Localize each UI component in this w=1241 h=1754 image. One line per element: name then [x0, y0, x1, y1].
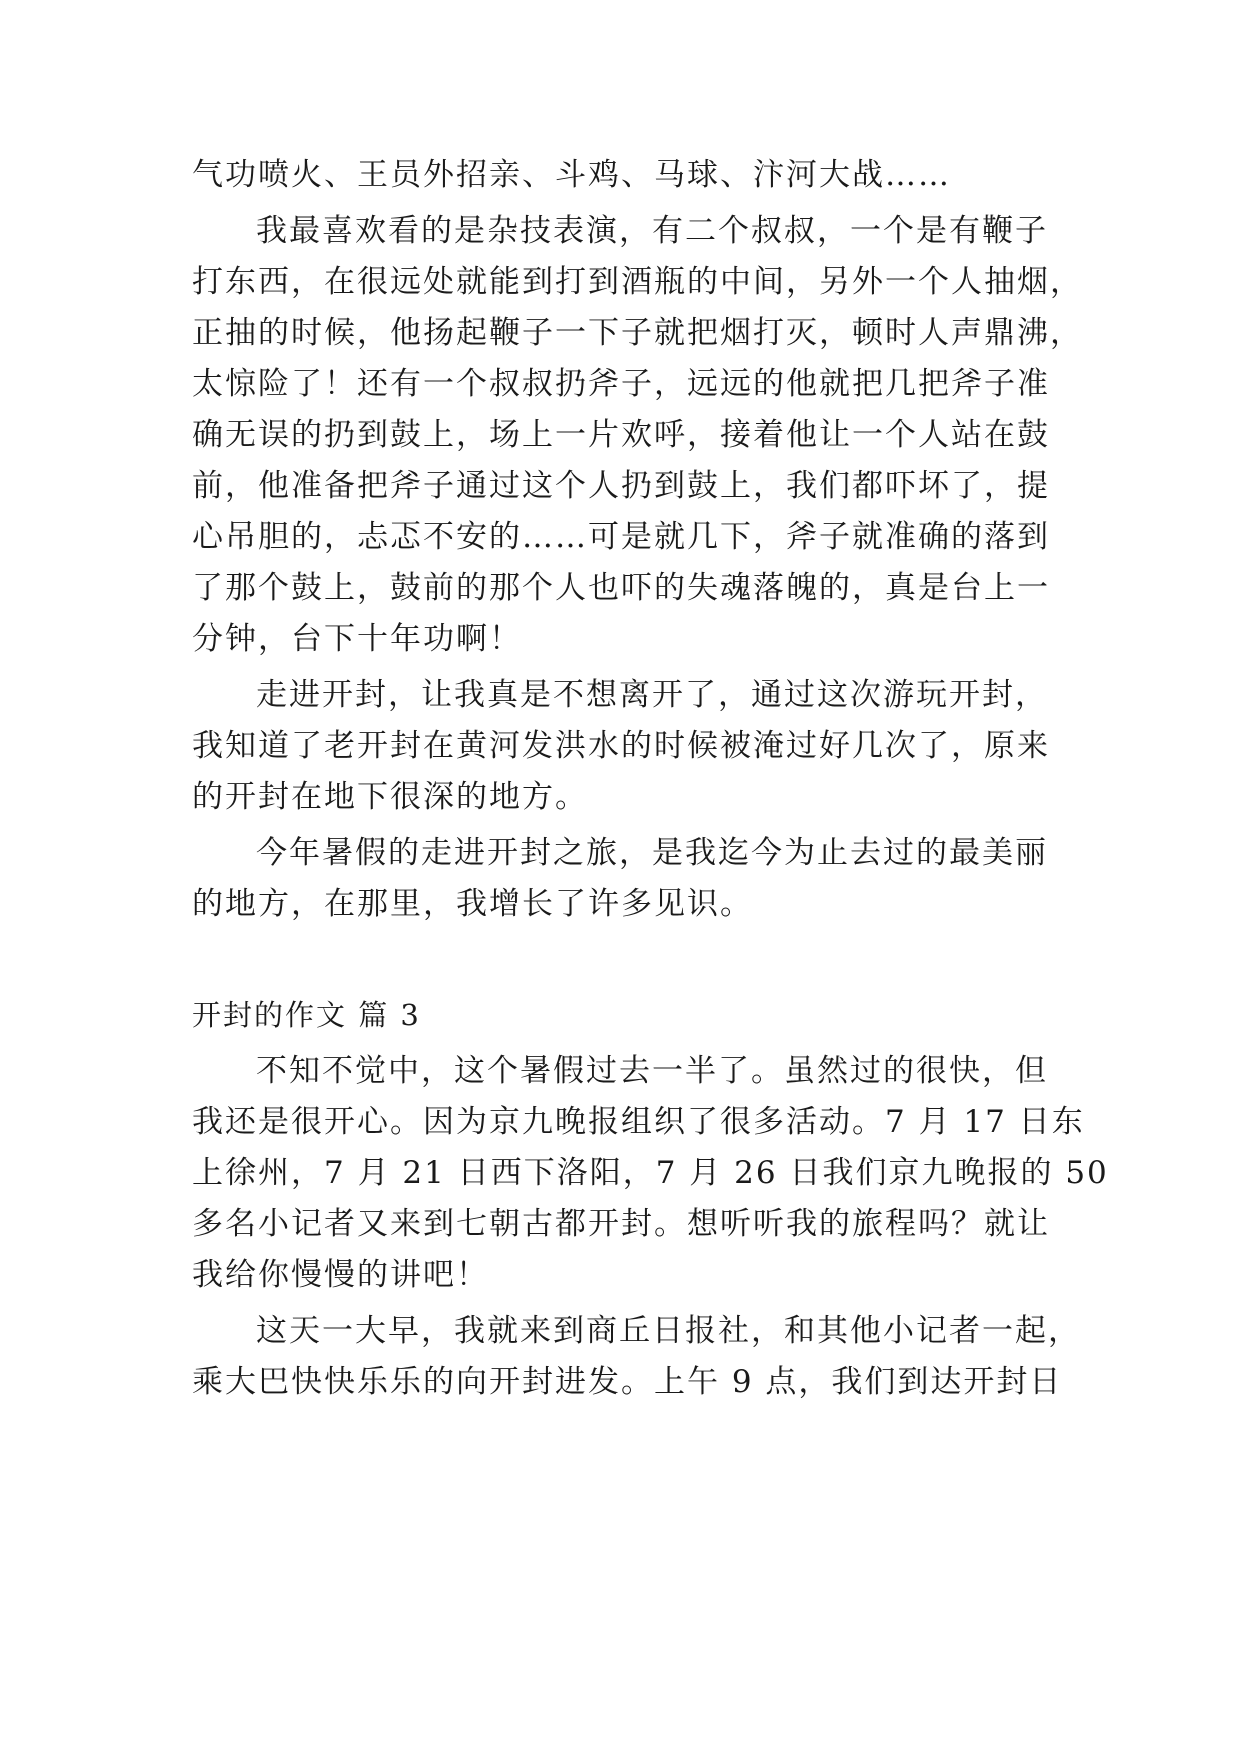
paragraph	[192, 828, 1052, 930]
paragraph	[192, 1306, 1081, 1408]
paragraph	[192, 670, 1052, 823]
paragraph	[192, 1046, 1109, 1301]
text-line: 的地方，在那里，我增长了许多见识。	[192, 886, 753, 922]
text-line: 我给你慢慢的讲吧！	[192, 1257, 489, 1293]
text-line: 不知不觉中，这个暑假过去一半了。虽然过的很快，但	[256, 1053, 1048, 1089]
text-line: 心吊胆的，忐忑不安的……可是就几下，斧子就准确的落到	[192, 519, 1050, 555]
text-line: 气功喷火、王员外招亲、斗鸡、马球、汴河大战……	[192, 157, 951, 193]
text-line: 正抽的时候，他扬起鞭子一下子就把烟打灭，顿时人声鼎沸，	[192, 315, 1083, 351]
text-line: 我还是很开心。因为京九晚报组织了很多活动。7 月 17 日东	[192, 1104, 1085, 1140]
text-line: 太惊险了！还有一个叔叔扔斧子，远远的他就把几把斧子准	[192, 366, 1050, 402]
text-line: 前，他准备把斧子通过这个人扔到鼓上，我们都吓坏了，提	[192, 468, 1050, 504]
text-line: 我知道了老开封在黄河发洪水的时候被淹过好几次了，原来	[192, 728, 1050, 764]
text-line: 确无误的扔到鼓上，场上一片欢呼，接着他让一个人站在鼓	[192, 417, 1050, 453]
text-line: 乘大巴快快乐乐的向开封进发。上午 9 点，我们到达开封日	[192, 1364, 1063, 1400]
document-page	[192, 150, 1109, 1408]
text-line: 打东西，在很远处就能到打到酒瓶的中间，另外一个人抽烟，	[192, 264, 1083, 300]
text-line: 了那个鼓上，鼓前的那个人也吓的失魂落魄的，真是台上一	[192, 570, 1050, 606]
text-line: 我最喜欢看的是杂技表演，有二个叔叔，一个是有鞭子	[256, 213, 1048, 249]
paragraph	[192, 206, 1083, 665]
text-line: 走进开封，让我真是不想离开了，通过这次游玩开封，	[256, 677, 1048, 713]
text-line: 上徐州，7 月 21 日西下洛阳，7 月 26 日我们京九晚报的 50	[192, 1155, 1109, 1191]
text-line: 分钟，台下十年功啊！	[192, 621, 522, 657]
text-line: 这天一大早，我就来到商丘日报社，和其他小记者一起，	[256, 1313, 1081, 1349]
section-heading: 开封的作文 篇 3	[192, 998, 421, 1032]
paragraph	[192, 150, 1052, 201]
text-line: 的开封在地下很深的地方。	[192, 779, 588, 815]
text-line: 今年暑假的走进开封之旅，是我迄今为止去过的最美丽	[256, 835, 1048, 871]
text-line: 多名小记者又来到七朝古都开封。想听听我的旅程吗？就让	[192, 1206, 1050, 1242]
